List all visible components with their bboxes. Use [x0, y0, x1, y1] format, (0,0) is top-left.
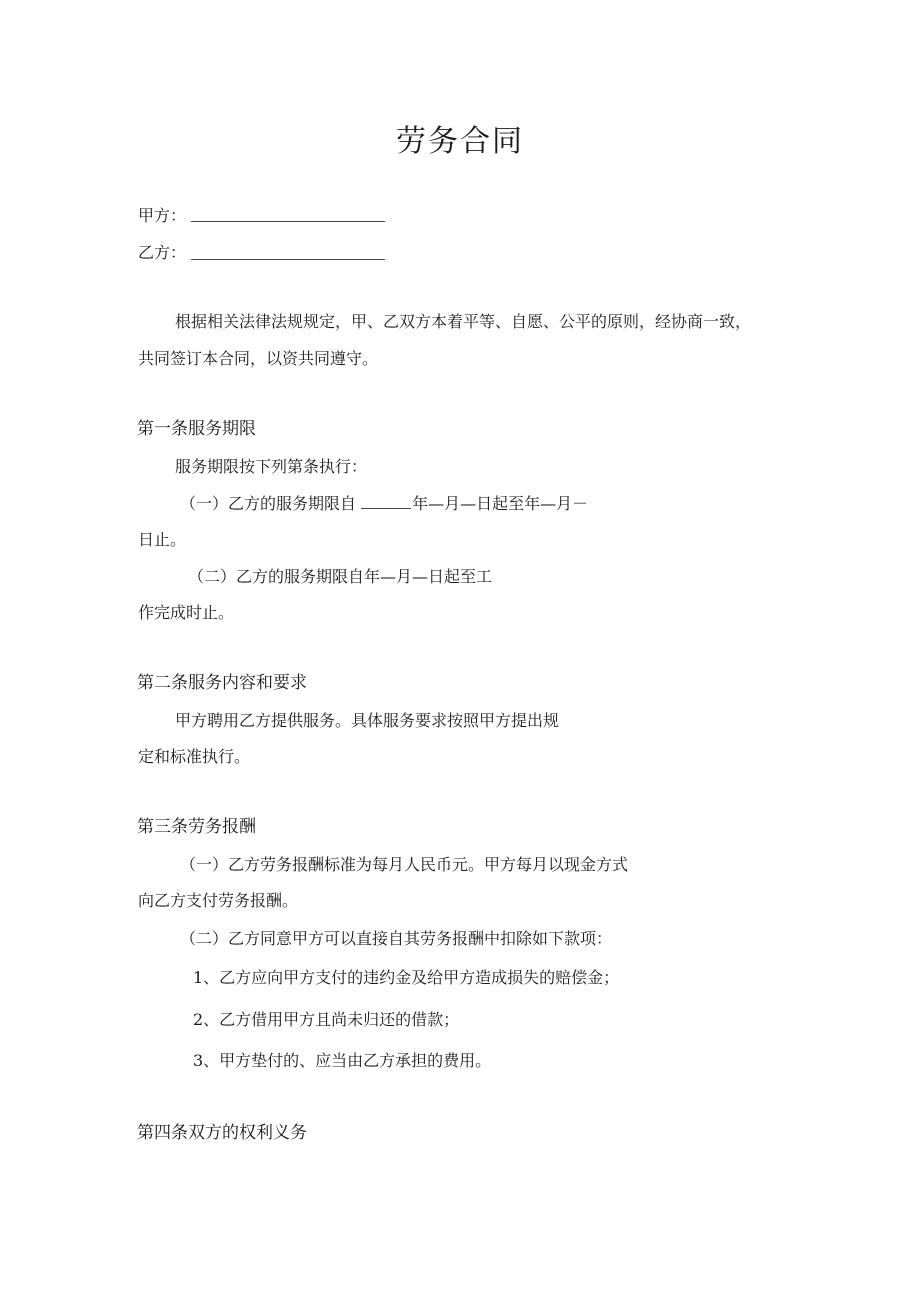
article-4-heading: 第四条双方的权利义务 — [137, 1123, 307, 1143]
article-1-item-2-cont: 作完成时止。 — [138, 603, 235, 622]
article-1-heading: 第一条服务期限 — [137, 419, 256, 439]
article-1-item-2: （二）乙方的服务期限自年—月—日起至工 — [188, 567, 493, 586]
party-b-blank — [191, 258, 385, 260]
preamble-line-1: 根据相关法律法规规定，甲、乙双方本着平等、自愿、公平的原则，经协商一致， — [175, 312, 752, 331]
article-2-line-1: 甲方聘用乙方提供服务。具体服务要求按照甲方提出规 — [175, 711, 560, 730]
article-3-sub-2: 2、乙方借用甲方且尚未归还的借款； — [193, 1010, 460, 1029]
article-1-item-1-part-2: 年—月—日起至年—月－ — [412, 494, 589, 513]
article-2-heading: 第二条服务内容和要求 — [137, 673, 307, 693]
article-1-item-1-part-1: （一）乙方的服务期限自 — [180, 494, 357, 513]
article-3-heading: 第三条劳务报酬 — [137, 817, 256, 837]
party-b-label: 乙方： — [138, 243, 187, 262]
document-title: 劳务合同 — [396, 124, 524, 159]
party-a-blank — [191, 220, 385, 222]
article-3-item-1: （一）乙方劳务报酬标准为每月人民币元。甲方每月以现金方式 — [180, 855, 629, 874]
article-3-sub-3: 3、甲方垫付的、应当由乙方承担的费用。 — [193, 1051, 492, 1070]
article-3-sub-1: 1、乙方应向甲方支付的违约金及给甲方造成损失的赔偿金； — [193, 968, 620, 987]
service-start-year-blank — [361, 494, 411, 509]
article-1-item-1-cont: 日止。 — [138, 530, 187, 549]
preamble-line-2: 共同签订本合同，以资共同遵守。 — [138, 349, 379, 368]
article-1-intro: 服务期限按下列第条执行： — [175, 457, 368, 476]
party-a-label: 甲方： — [138, 206, 187, 225]
article-1-item-1 — [180, 494, 588, 514]
article-3-item-1-cont: 向乙方支付劳务报酬。 — [138, 891, 299, 910]
article-3-item-2: （二）乙方同意甲方可以直接自其劳务报酬中扣除如下款项： — [180, 929, 613, 948]
article-2-line-2: 定和标准执行。 — [138, 747, 251, 766]
